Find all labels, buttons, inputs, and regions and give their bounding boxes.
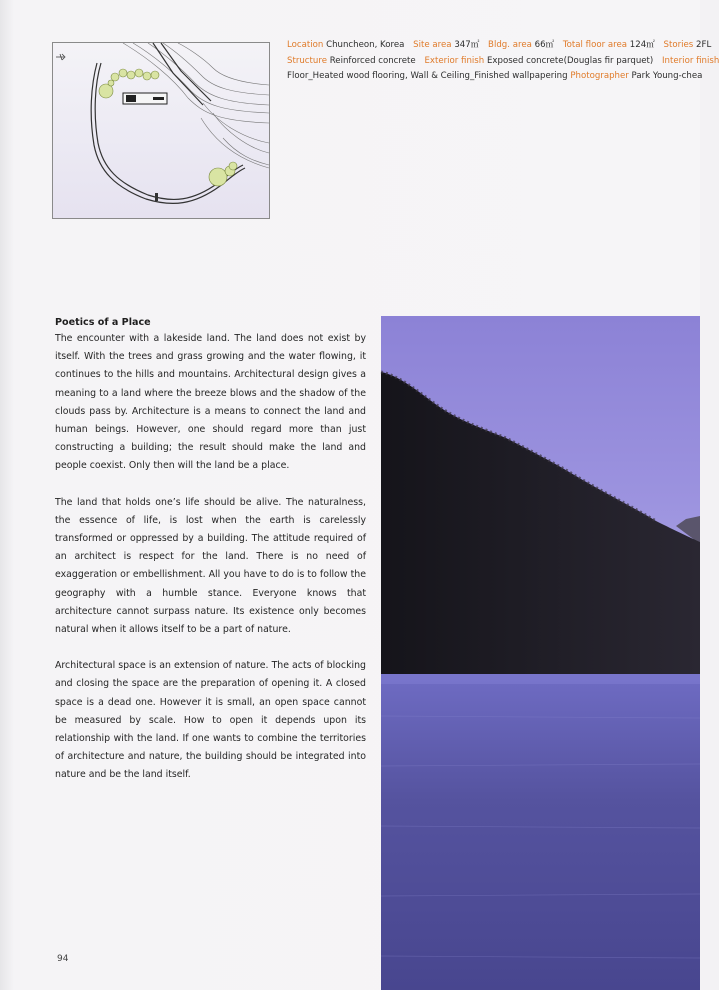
site-plan-drawing	[52, 42, 270, 219]
location-value: Chuncheon, Korea	[326, 40, 405, 50]
stories-label: Stories	[663, 40, 694, 50]
exterior-finish-label: Exterior finish	[424, 55, 485, 66]
specs-row-2	[287, 54, 719, 70]
photographer-label: Photographer	[570, 71, 629, 81]
article-paragraph: Architectural space is an extension of nature. The acts of blocking and closing the space are the preparation of opening it. A closed space is a dead one. However it is small, an open space cannot be measured by scale. How to open it depends upon its relationship with the land. If one wants to combine the territories of architecture and nature, the building should be integrated into nature and be the land itself.	[55, 660, 366, 781]
bldg-area-label: Bldg. area	[488, 40, 532, 50]
bldg-area-value: 66㎡	[534, 40, 555, 50]
site-area-value: 347㎡	[454, 40, 480, 50]
building-footprint	[123, 93, 167, 104]
lake-photograph	[381, 316, 700, 990]
article-title: Poetics of a Place	[55, 317, 151, 328]
contour-lines	[123, 43, 269, 168]
article	[55, 316, 366, 803]
structure-value: Reinforced concrete	[329, 55, 416, 66]
stories-value: 2FL	[696, 40, 712, 50]
structure-label: Structure	[287, 55, 327, 66]
specs-row-1	[287, 38, 712, 54]
interior-finish-label: Interior finish	[662, 55, 719, 66]
location-label: Location	[287, 40, 324, 50]
interior-finish-value: Floor_Heated wood flooring, Wall & Ceiling_Finished wallpapering	[287, 71, 568, 81]
specs-row-3	[287, 69, 703, 85]
total-floor-area-label: Total floor area	[562, 40, 628, 50]
photographer-value: Park Young-chea	[631, 71, 703, 81]
exterior-finish-value: Exposed concrete(Douglas fir parquet)	[486, 55, 654, 66]
site-area-label: Site area	[413, 40, 452, 50]
lake-water	[381, 674, 700, 990]
article-paragraph: The encounter with a lakeside land. The land does not exist by itself. With the trees and grass growing and the water flowing, it continues to the hills and mountains. Architectural design gives a meaning to a land where the breeze blows and the shadow of the clouds pass by. Architecture is a means to connect the land and human beings. However, one should regard more than just constructing a building; the result should make the land and people coexist. Only then will the land be a place.	[55, 333, 366, 472]
project-specs	[287, 38, 719, 85]
article-paragraph: The land that holds one’s life should be alive. The naturalness, the essence of life, is lost when the earth is carelessly transformed or oppressed by a building. The attitude required of an architect is respect for the land. There is no need of exaggeration or embellishment. All you have to do is to follow the geography with a humble stance. Everyone knows that architecture cannot surpass nature. Its existence only becomes natural when it allows itself to be a part of nature.	[55, 496, 366, 636]
tree-markers	[99, 69, 237, 186]
total-floor-area-value: 124㎡	[629, 40, 655, 50]
page-number: 94	[57, 954, 69, 964]
north-arrow-icon	[56, 54, 65, 60]
